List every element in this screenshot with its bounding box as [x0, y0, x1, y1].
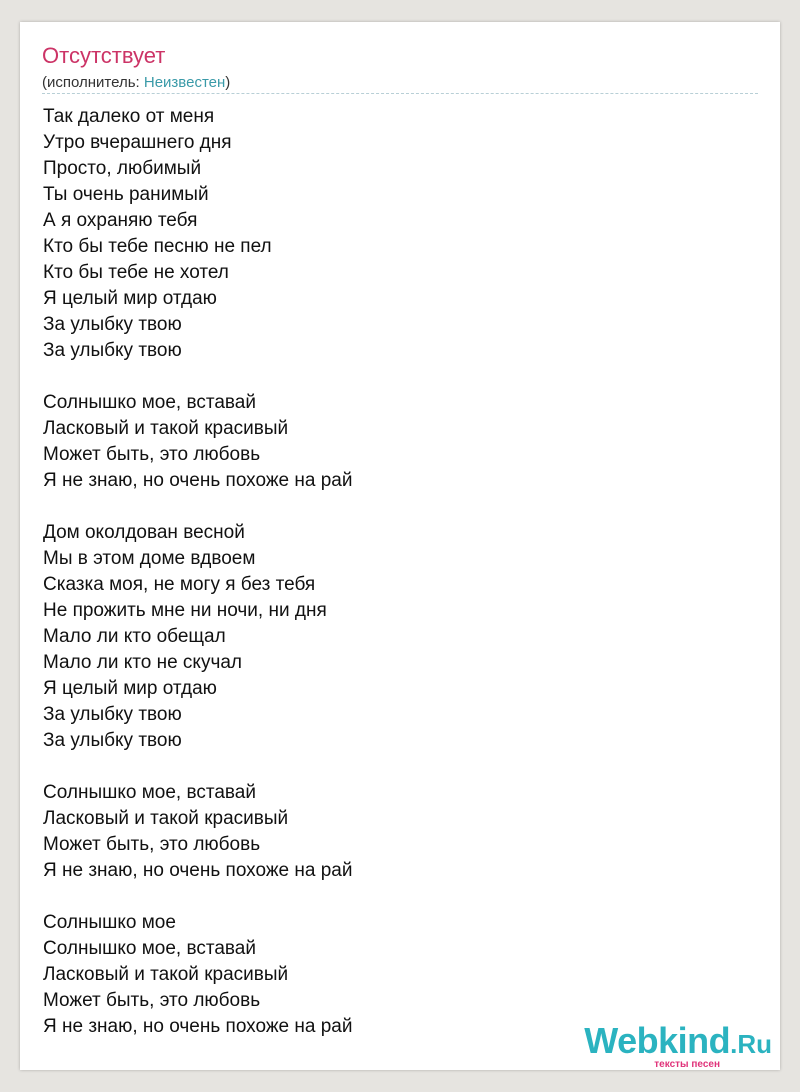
lyric-line: А я охраняю тебя: [43, 210, 198, 231]
logo-name: Webkind: [584, 1020, 731, 1061]
lyric-line: Сказка моя, не могу я без тебя: [43, 574, 316, 595]
lyric-line: Кто бы тебе не хотел: [43, 262, 229, 283]
logo-domain: .Ru: [730, 1029, 772, 1059]
lyric-line: Не прожить мне ни ночи, ни дня: [43, 600, 327, 621]
lyric-line: За улыбку твою: [43, 730, 182, 751]
blank-line: [43, 754, 352, 780]
lyric-line: Утро вчерашнего дня: [43, 132, 232, 153]
lyric-line: Просто, любимый: [43, 158, 202, 179]
lyric-line: Я не знаю, но очень похоже на рай: [43, 1016, 353, 1037]
lyric-line: За улыбку твою: [43, 704, 182, 725]
lyrics-page: [20, 22, 780, 1070]
lyric-line: Так далеко от меня: [43, 106, 215, 127]
logo-tagline: тексты песен: [654, 1059, 720, 1070]
lyric-line: Солнышко мое, вставай: [43, 938, 256, 959]
lyric-line: Ласковый и такой красивый: [43, 964, 289, 985]
lyric-line: Я целый мир отдаю: [43, 288, 217, 309]
artist-link[interactable]: Неизвестен: [143, 74, 226, 91]
lyric-line: Я целый мир отдаю: [43, 678, 217, 699]
lyric-line: Я не знаю, но очень похоже на рай: [43, 470, 353, 491]
lyric-line: Солнышко мое, вставай: [43, 392, 256, 413]
lyric-line: Может быть, это любовь: [43, 444, 261, 465]
lyric-line: Может быть, это любовь: [43, 834, 261, 855]
title-divider: [42, 93, 758, 94]
lyric-line: Ласковый и такой красивый: [43, 808, 289, 829]
artist-line: [42, 73, 230, 93]
artist-suffix: ): [225, 74, 231, 91]
artist-prefix: (исполнитель:: [42, 74, 144, 91]
lyric-line: Ты очень ранимый: [43, 184, 209, 205]
lyric-line: Мы в этом доме вдвоем: [43, 548, 256, 569]
lyric-line: Солнышко мое, вставай: [43, 782, 256, 803]
lyric-line: За улыбку твою: [43, 314, 182, 335]
lyric-line: Солнышко мое: [43, 912, 176, 933]
blank-line: [43, 364, 352, 390]
lyric-line: Мало ли кто обещал: [43, 626, 226, 647]
site-logo[interactable]: [584, 1020, 772, 1070]
lyric-line: Я не знаю, но очень похоже на рай: [43, 860, 353, 881]
lyric-line: Может быть, это любовь: [43, 990, 261, 1011]
blank-line: [43, 494, 352, 520]
song-title: Отсутствует: [42, 43, 166, 68]
lyric-line: Дом околдован весной: [43, 522, 245, 543]
lyrics-body: [43, 104, 352, 1040]
lyric-line: За улыбку твою: [43, 340, 182, 361]
blank-line: [43, 884, 352, 910]
lyric-line: Ласковый и такой красивый: [43, 418, 289, 439]
lyric-line: Мало ли кто не скучал: [43, 652, 243, 673]
lyric-line: Кто бы тебе песню не пел: [43, 236, 272, 257]
